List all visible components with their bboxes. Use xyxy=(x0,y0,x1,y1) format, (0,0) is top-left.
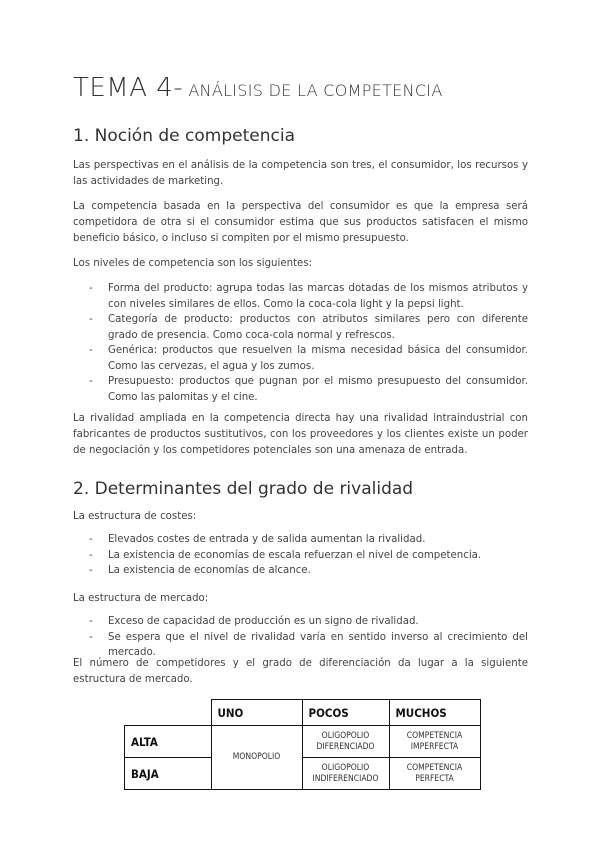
market-structure-table xyxy=(124,699,481,790)
cell-baja-pocos xyxy=(302,758,389,790)
section1-paragraph-3: Los niveles de competencia son los siguientes: xyxy=(73,258,313,269)
list-item: - La existencia de economías de escala refuerzan el nivel de competencia. xyxy=(73,548,528,564)
cell-monopolio: MONOPOLIO xyxy=(211,726,302,790)
section1-paragraph-4: La rivalidad ampliada en la competencia directa hay una rivalidad intraindustrial con fabricantes de productos sustitutivos, con los proveedores y los clientes existe un poder de negociación y los competidores potenciales son una amenaza de entrada. xyxy=(73,413,528,456)
cell-line: PERFECTA xyxy=(415,773,454,784)
row-header-alta: ALTA xyxy=(125,726,212,758)
title-main: TEMA 4- xyxy=(73,73,184,103)
list-item: - Forma del producto: agrupa todas las marcas dotadas de los mismos atributos y con niveles similares de ellos. Como la coca-cola light y la pepsi light. xyxy=(73,281,528,312)
list-item: - Presupuesto: productos que pugnan por el mismo presupuesto del consumidor. Como las palomitas y el cine. xyxy=(73,374,528,405)
row-header-baja: BAJA xyxy=(125,758,212,790)
title-subtitle: ANÁLISIS DE LA COMPETENCIA xyxy=(188,81,443,100)
cell-line: COMPETENCIA xyxy=(406,762,463,773)
section2-final-paragraph: El número de competidores y el grado de diferenciación da lugar a la siguiente estructura de mercado. xyxy=(73,658,528,685)
table-corner-cell xyxy=(125,700,212,726)
costs-list xyxy=(73,532,528,579)
list-item: - Elevados costes de entrada y de salida aumentan la rivalidad. xyxy=(73,532,528,548)
list-item: - Se espera que el nivel de rivalidad varía en sentido inverso al crecimiento del mercado. xyxy=(73,630,528,661)
col-header-uno: UNO xyxy=(211,700,302,726)
cell-baja-muchos xyxy=(389,758,480,790)
cell-line: DIFERENCIADO xyxy=(316,741,375,752)
cell-line: OLIGOPOLIO xyxy=(321,762,370,773)
page-title xyxy=(73,73,443,103)
cell-line: OLIGOPOLIO xyxy=(321,730,370,741)
list-item: - Exceso de capacidad de producción es un signo de rivalidad. xyxy=(73,614,528,630)
cell-alta-muchos xyxy=(389,726,480,758)
list-item: - Categoría de producto: productos con atributos similares pero con diferente grado de presencia. Como coca-cola normal y refrescos. xyxy=(73,312,528,343)
section1-heading: 1. Noción de competencia xyxy=(73,126,295,146)
market-list xyxy=(73,614,528,661)
cell-alta-pocos xyxy=(302,726,389,758)
cell-line: IMPERFECTA xyxy=(410,741,459,752)
section1-paragraph-1: Las perspectivas en el análisis de la competencia son tres, el consumidor, los recursos y las actividades de marketing. xyxy=(73,160,528,187)
cell-line: INDIFERENCIADO xyxy=(312,773,379,784)
competition-levels-list xyxy=(73,281,528,405)
section2-heading: 2. Determinantes del grado de rivalidad xyxy=(73,479,414,499)
market-intro: La estructura de mercado: xyxy=(73,593,209,604)
col-header-muchos: MUCHOS xyxy=(389,700,480,726)
cell-line: COMPETENCIA xyxy=(406,730,463,741)
list-item: - Genérica: productos que resuelven la misma necesidad básica del consumidor. Como las cervezas, el agua y los zumos. xyxy=(73,343,528,374)
section1-paragraph-2: La competencia basada en la perspectiva del consumidor es que la empresa será competidora de otra si el consumidor estima que sus productos satisfacen el mismo beneficio básico, o incluso si compiten por el mismo presupuesto. xyxy=(73,201,528,244)
list-item: - La existencia de economías de alcance. xyxy=(73,563,528,579)
col-header-pocos: POCOS xyxy=(302,700,389,726)
costs-intro: La estructura de costes: xyxy=(73,511,197,522)
